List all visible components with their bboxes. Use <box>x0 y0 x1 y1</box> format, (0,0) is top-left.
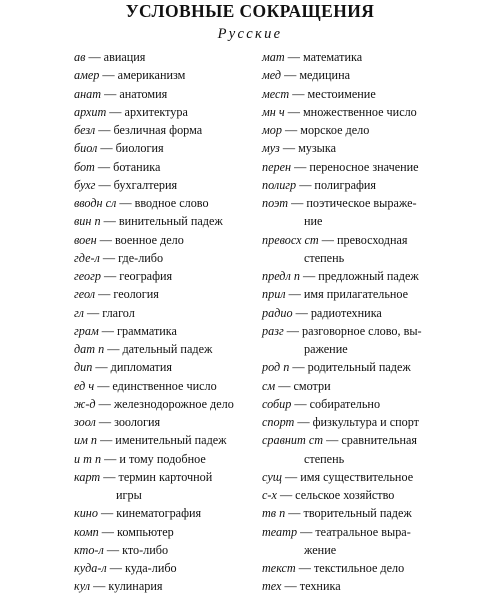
abbreviation-meaning: и тому подобное <box>119 451 206 466</box>
abbreviation-entry <box>262 121 494 139</box>
dash-separator: — <box>95 177 114 192</box>
dash-separator: — <box>294 415 313 429</box>
abbreviation-meaning: зоология <box>114 415 161 429</box>
dash-separator: — <box>83 305 103 320</box>
abbreviation-term: кул <box>74 579 91 594</box>
abbreviation-meaning: авиация <box>103 50 146 64</box>
abbreviation-entry <box>262 139 494 157</box>
abbreviation-term: карт <box>74 469 101 484</box>
abbreviation-entry <box>74 158 288 176</box>
abbreviation-meaning: куда-либо <box>125 561 177 575</box>
abbreviation-entry <box>262 285 494 303</box>
dash-separator: — <box>101 86 120 101</box>
dash-separator: — <box>297 524 316 539</box>
dash-separator: — <box>101 451 120 466</box>
abbreviation-entry <box>74 139 288 157</box>
abbreviation-entry <box>74 121 288 139</box>
abbreviation-meaning: родительный падеж <box>307 360 411 375</box>
abbreviation-term: дип <box>74 360 93 375</box>
dash-separator: — <box>296 177 315 192</box>
meaning-continuation: игры <box>116 488 142 502</box>
abbreviation-meaning: радиотехника <box>310 305 382 320</box>
abbreviation-entry <box>74 523 288 541</box>
abbreviation-meaning: превосходная <box>337 232 408 247</box>
dash-separator: — <box>323 433 342 448</box>
abbreviation-entry <box>74 577 288 595</box>
abbreviation-entry <box>74 212 288 230</box>
abbreviation-entry <box>74 285 288 303</box>
dash-separator: — <box>284 104 303 119</box>
abbreviation-term: мор <box>262 123 282 137</box>
abbreviation-term: разг <box>262 323 284 338</box>
abbreviation-term: полигр <box>262 177 297 192</box>
abbreviation-meaning: переносное значение <box>309 159 419 174</box>
abbreviation-entry <box>262 504 494 522</box>
abbreviation-meaning: грамматика <box>117 323 177 338</box>
abbreviation-term: театр <box>262 524 298 539</box>
abbreviation-term: тв п <box>262 506 286 521</box>
abbreviation-entry <box>262 158 494 176</box>
abbreviation-meaning: творительный падеж <box>303 506 412 521</box>
abbreviation-meaning: полиграфия <box>314 177 377 192</box>
dash-separator: — <box>295 561 314 575</box>
abbreviation-meaning: имя существительное <box>300 469 414 484</box>
abbreviation-term: собир <box>262 396 292 411</box>
dash-separator: — <box>103 542 123 557</box>
abbreviation-entry <box>262 66 494 84</box>
abbreviation-term: куда-л <box>74 561 107 575</box>
abbreviation-entry <box>74 249 288 267</box>
dash-separator: — <box>318 232 338 247</box>
abbreviation-entry <box>74 267 288 285</box>
abbreviation-meaning: математика <box>302 50 363 64</box>
abbreviation-entry <box>262 486 494 504</box>
abbreviation-term: род п <box>262 360 290 375</box>
abbreviation-meaning: биология <box>115 141 164 156</box>
abbreviation-term: превосх ст <box>262 232 319 247</box>
abbreviation-meaning: собирательно <box>309 396 381 411</box>
dash-separator: — <box>281 68 300 83</box>
abbreviation-meaning: техника <box>299 579 341 594</box>
abbreviation-meaning: морское дело <box>300 123 370 137</box>
abbreviation-term: ед ч <box>74 378 95 393</box>
abbreviation-term: вин п <box>74 214 101 229</box>
meaning-continuation: ние <box>304 214 323 229</box>
dash-separator: — <box>285 287 304 302</box>
abbreviation-meaning: множественное число <box>302 104 417 119</box>
abbreviation-entry <box>74 66 288 84</box>
abbreviation-term: муз <box>262 141 280 156</box>
abbreviation-meaning: медицина <box>299 68 351 83</box>
abbreviation-entry <box>74 377 288 395</box>
dash-separator: — <box>92 360 111 375</box>
dash-separator: — <box>106 104 125 119</box>
abbreviation-meaning: местоимение <box>307 86 376 101</box>
abbreviation-term: и т п <box>74 451 102 466</box>
abbreviation-entry <box>262 48 494 66</box>
dash-separator: — <box>291 159 310 174</box>
abbreviation-entry <box>74 304 288 322</box>
abbreviation-meaning: безличная форма <box>113 123 203 137</box>
abbreviation-meaning: именительный падеж <box>115 433 227 448</box>
dash-separator: — <box>94 159 114 174</box>
right-abbreviation-column <box>262 48 494 596</box>
dash-separator: — <box>94 378 113 393</box>
abbreviation-entry <box>262 559 494 577</box>
abbreviation-term: сравнит ст <box>262 433 324 448</box>
abbreviation-meaning: сельское хозяйство <box>295 488 395 502</box>
abbreviation-term: ав <box>74 50 86 64</box>
dash-separator: — <box>98 524 118 539</box>
abbreviation-entry <box>262 577 494 595</box>
abbreviation-entry <box>262 468 494 486</box>
dash-separator: — <box>99 250 119 265</box>
abbreviation-meaning: дательный падеж <box>122 342 213 356</box>
abbreviation-term: где-л <box>74 250 100 265</box>
abbreviation-entry <box>74 322 288 340</box>
dash-separator: — <box>281 123 301 137</box>
abbreviation-entry <box>74 48 288 66</box>
abbreviation-meaning: театральное выра- <box>315 524 411 539</box>
dash-separator: — <box>283 323 302 338</box>
dash-separator: — <box>90 579 109 594</box>
abbreviation-term: мест <box>262 86 290 101</box>
abbreviation-term: геогр <box>74 269 101 283</box>
meaning-continuation: степень <box>304 451 345 466</box>
abbreviation-entry <box>262 395 494 413</box>
abbreviation-term: воен <box>74 232 97 247</box>
abbreviation-meaning: геология <box>113 287 159 302</box>
dash-separator: — <box>85 50 104 64</box>
abbreviation-meaning: термин карточной <box>118 469 213 484</box>
abbreviation-meaning: кто-либо <box>122 542 169 557</box>
page-title: УСЛОВНЫЕ СОКРАЩЕНИЯ <box>125 1 375 21</box>
abbreviation-meaning: военное дело <box>114 232 184 247</box>
abbreviation-entry <box>74 103 288 121</box>
abbreviation-entry <box>74 450 288 468</box>
abbreviation-meaning: бухгалтерия <box>113 177 178 192</box>
abbreviation-meaning: компьютер <box>117 524 174 539</box>
abbreviation-entry <box>262 194 494 231</box>
abbreviation-entry <box>262 413 494 431</box>
abbreviation-term: предл п <box>262 269 300 283</box>
abbreviation-entry <box>262 267 494 285</box>
abbreviation-meaning: ботаника <box>113 159 161 174</box>
dash-separator: — <box>289 86 308 101</box>
abbreviation-meaning: винительный падеж <box>118 214 223 229</box>
dash-separator: — <box>95 415 115 429</box>
dash-separator: — <box>99 68 118 83</box>
abbreviation-term: ж-д <box>74 396 96 411</box>
abbreviation-term: кто-л <box>74 542 104 557</box>
dash-separator: — <box>292 305 311 320</box>
dash-separator: — <box>276 488 296 502</box>
dash-separator: — <box>97 506 117 521</box>
abbreviation-entry <box>74 431 288 449</box>
abbreviation-term: архит <box>74 104 107 119</box>
abbreviation-term: перен <box>262 159 292 174</box>
abbreviation-entry <box>262 358 494 376</box>
dash-separator: — <box>95 396 114 411</box>
dash-separator: — <box>98 323 118 338</box>
dash-separator: — <box>289 360 308 375</box>
dash-separator: — <box>288 196 307 210</box>
abbreviation-meaning: предложный падеж <box>318 269 419 283</box>
meaning-continuation: жение <box>304 542 337 557</box>
abbreviation-meaning: единственное число <box>112 378 217 393</box>
dash-separator: — <box>281 469 301 484</box>
abbreviation-meaning: имя прилагательное <box>303 287 409 302</box>
dash-separator: — <box>96 232 115 247</box>
dash-separator: — <box>279 141 299 156</box>
abbreviation-entry <box>74 176 288 194</box>
abbreviation-term: зоол <box>74 415 96 429</box>
dash-separator: — <box>299 269 319 283</box>
abbreviation-entry <box>262 103 494 121</box>
abbreviation-term: текст <box>262 561 296 575</box>
abbreviation-meaning: дипломатия <box>110 360 173 375</box>
abbreviation-entry <box>74 413 288 431</box>
abbreviation-meaning: музыка <box>298 141 337 156</box>
meaning-continuation: степень <box>304 250 345 265</box>
abbreviation-term: тех <box>262 579 282 594</box>
abbreviation-entry <box>262 176 494 194</box>
abbreviation-entry <box>262 322 494 359</box>
abbreviation-term: амер <box>74 68 100 83</box>
abbreviation-term: безл <box>74 123 96 137</box>
abbreviation-term: анат <box>74 86 102 101</box>
meaning-continuation: ражение <box>304 342 348 356</box>
abbreviation-meaning: архитектура <box>124 104 188 119</box>
abbreviation-entry <box>74 395 288 413</box>
abbreviation-term: радио <box>262 305 293 320</box>
dash-separator: — <box>106 561 125 575</box>
dash-separator: — <box>100 469 119 484</box>
abbreviation-term: см <box>262 378 276 393</box>
abbreviation-entry <box>262 304 494 322</box>
abbreviation-meaning: железнодорожное дело <box>113 396 234 411</box>
abbreviation-entry <box>74 468 288 505</box>
abbreviation-term: кино <box>74 506 98 521</box>
abbreviation-entry <box>74 559 288 577</box>
abbreviation-term: с-х <box>262 488 277 502</box>
abbreviation-entry <box>74 340 288 358</box>
abbreviation-term: бухг <box>74 177 96 192</box>
abbreviation-term: поэт <box>262 196 289 210</box>
abbreviation-meaning: кулинария <box>108 579 163 594</box>
abbreviation-term: дат п <box>74 342 105 356</box>
dash-separator: — <box>284 50 303 64</box>
abbreviation-entry <box>262 523 494 560</box>
abbreviation-entry <box>262 431 494 468</box>
abbreviation-term: сущ <box>262 469 282 484</box>
abbreviation-term: геол <box>74 287 96 302</box>
dash-separator: — <box>100 214 119 229</box>
dash-separator: — <box>97 141 116 156</box>
dash-separator: — <box>291 396 310 411</box>
abbreviation-term: им п <box>74 433 98 448</box>
abbreviation-entry <box>74 504 288 522</box>
abbreviation-meaning: смотри <box>293 378 331 393</box>
abbreviation-meaning: поэтическое выраже- <box>306 196 417 210</box>
dash-separator: — <box>281 579 300 594</box>
abbreviation-meaning: разговорное слово, вы- <box>301 323 422 338</box>
dash-separator: — <box>285 506 304 521</box>
abbreviation-entry <box>262 85 494 103</box>
abbreviation-meaning: текстильное дело <box>313 561 405 575</box>
abbreviation-term: спорт <box>262 415 295 429</box>
abbreviation-entry <box>74 85 288 103</box>
abbreviation-meaning: американизм <box>117 68 186 83</box>
abbreviation-term: гл <box>74 305 84 320</box>
left-abbreviation-column <box>74 48 288 596</box>
abbreviation-entry <box>74 541 288 559</box>
abbreviation-term: комп <box>74 524 99 539</box>
abbreviation-term: мат <box>262 50 285 64</box>
abbreviation-term: мед <box>262 68 282 83</box>
abbreviation-meaning: география <box>119 269 173 283</box>
dash-separator: — <box>116 196 135 210</box>
abbreviation-term: бот <box>74 159 95 174</box>
abbreviation-term: прил <box>262 287 286 302</box>
abbreviation-entry <box>262 377 494 395</box>
dash-separator: — <box>95 123 114 137</box>
dash-separator: — <box>104 342 123 356</box>
dash-separator: — <box>95 287 114 302</box>
abbreviation-meaning: анатомия <box>119 86 168 101</box>
abbreviation-term: вводн сл <box>74 196 117 210</box>
abbreviation-entry <box>262 231 494 268</box>
abbreviation-meaning: сравнительная <box>341 433 417 448</box>
dash-separator: — <box>100 269 120 283</box>
abbreviation-term: грам <box>74 323 99 338</box>
abbreviation-meaning: где-либо <box>118 250 164 265</box>
section-subtitle: Русские <box>217 26 283 42</box>
dash-separator: — <box>275 378 294 393</box>
abbreviation-meaning: кинематография <box>116 506 202 521</box>
abbreviation-term: биол <box>74 141 98 156</box>
abbreviation-entry <box>74 231 288 249</box>
abbreviation-meaning: физкультура и спорт <box>312 415 420 429</box>
abbreviation-entry <box>74 194 288 212</box>
abbreviation-meaning: глагол <box>102 305 135 320</box>
abbreviation-term: мн ч <box>262 104 285 119</box>
dash-separator: — <box>97 433 116 448</box>
abbreviation-meaning: вводное слово <box>134 196 209 210</box>
abbreviation-entry <box>74 358 288 376</box>
